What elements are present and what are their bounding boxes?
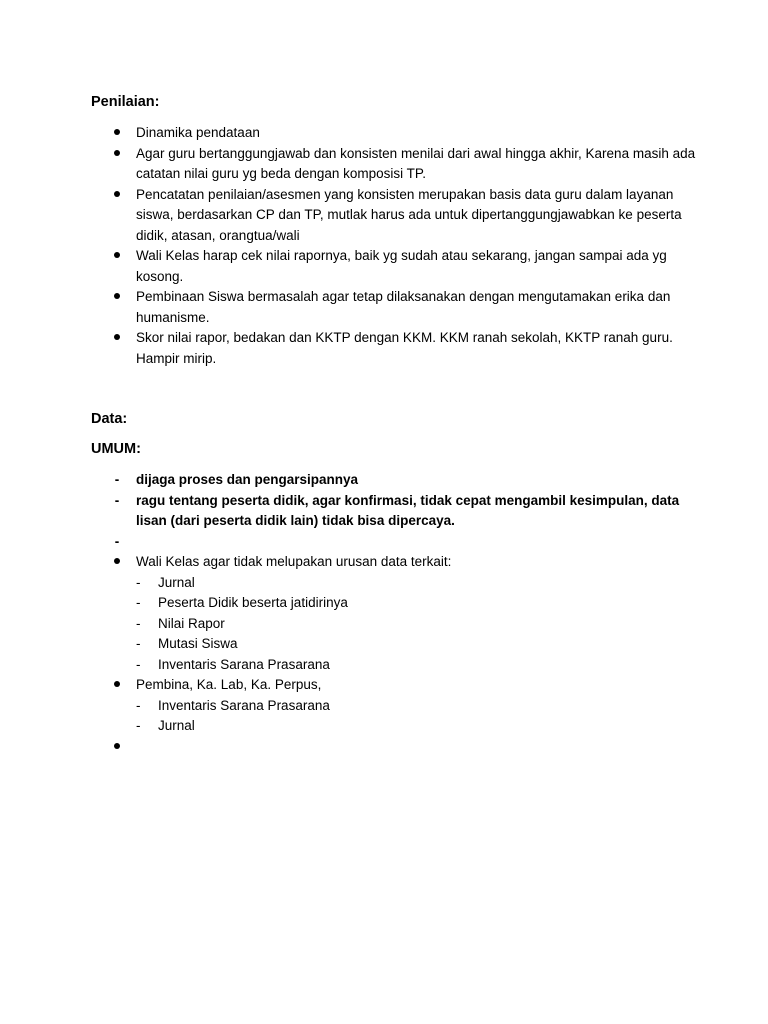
empty-bullet-item bbox=[0, 737, 696, 758]
umum-heading: UMUM: bbox=[91, 441, 141, 457]
pembina-item bbox=[0, 675, 696, 696]
dash-marker: - bbox=[114, 492, 120, 508]
pembina-subitem-text: Jurnal bbox=[158, 718, 195, 733]
pembina-subitem-text: Inventaris Sarana Prasarana bbox=[158, 697, 330, 713]
dash-marker: - bbox=[136, 595, 141, 610]
wali-kelas-item bbox=[0, 552, 696, 573]
penilaian-item-5 bbox=[0, 287, 696, 328]
bullet-icon bbox=[108, 287, 126, 308]
wali-subitem-text: Nilai Rapor bbox=[158, 615, 225, 631]
wali-kelas-label: Wali Kelas agar tidak melupakan urusan data terkait: bbox=[136, 554, 452, 569]
dash-marker: - bbox=[136, 615, 141, 631]
dash-marker: - bbox=[136, 718, 141, 733]
umum-list bbox=[0, 470, 696, 757]
wali-subitem bbox=[0, 614, 696, 635]
penilaian-item-6 bbox=[0, 328, 696, 369]
bullet-icon bbox=[108, 123, 126, 144]
wali-subitem-text: Inventaris Sarana Prasarana bbox=[158, 656, 330, 672]
dash-marker: - bbox=[114, 472, 120, 487]
umum-dash-text: dijaga proses dan pengarsipannya bbox=[136, 472, 359, 487]
umum-dash-item-3 bbox=[0, 532, 696, 553]
wali-subitem bbox=[0, 593, 696, 614]
pembina-subitem bbox=[0, 696, 696, 717]
dash-marker: - bbox=[136, 574, 141, 590]
penilaian-item-2 bbox=[0, 144, 696, 185]
penilaian-heading: Penilaian: bbox=[91, 94, 160, 110]
data-heading: Data: bbox=[91, 411, 128, 427]
penilaian-item-text: Pencatatan penilaian/asesmen yang konsisten merupakan basis data guru dalam layanan siswa, berdasarkan CP dan TP, mutlak harus ada untuk dipertanggungjawabkan ke peserta didik, atasan, orangtua/wali bbox=[136, 186, 682, 243]
dash-marker: - bbox=[136, 656, 141, 672]
wali-subitem bbox=[0, 634, 696, 655]
penilaian-list bbox=[0, 123, 696, 369]
penilaian-item-text: Pembinaan Siswa bermasalah agar tetap dilaksanakan dengan mengutamakan erika dan humanisme. bbox=[136, 289, 671, 325]
bullet-icon bbox=[108, 185, 126, 206]
wali-subitem bbox=[0, 655, 696, 676]
penilaian-item-3 bbox=[0, 185, 696, 247]
dash-marker: - bbox=[114, 533, 120, 549]
umum-dash-item-2 bbox=[0, 491, 696, 532]
umum-dash-item-1 bbox=[0, 470, 696, 491]
bullet-icon bbox=[108, 246, 126, 267]
pembina-subitem bbox=[0, 716, 696, 737]
penilaian-item-text: Skor nilai rapor, bedakan dan KKTP dengan KKM. KKM ranah sekolah, KKTP ranah guru. Hampir mirip. bbox=[136, 330, 673, 366]
dash-marker: - bbox=[136, 697, 141, 713]
bullet-icon bbox=[108, 552, 126, 573]
empty-bullet-text bbox=[136, 739, 140, 754]
penilaian-item-4 bbox=[0, 246, 696, 287]
penilaian-item-1 bbox=[0, 123, 696, 144]
wali-subitem-text: Peserta Didik beserta jatidirinya bbox=[158, 595, 348, 610]
bullet-icon bbox=[108, 328, 126, 349]
dash-marker: - bbox=[136, 636, 141, 651]
penilaian-item-text: Agar guru bertanggungjawab dan konsisten menilai dari awal hingga akhir, Karena masih ada catatan nilai guru yg beda dengan komposisi TP. bbox=[136, 145, 696, 181]
bullet-icon bbox=[108, 737, 126, 758]
umum-dash-text bbox=[136, 534, 140, 549]
pembina-label: Pembina, Ka. Lab, Ka. Perpus, bbox=[136, 677, 322, 692]
bullet-icon bbox=[108, 144, 126, 165]
wali-subitem-text: Mutasi Siswa bbox=[158, 636, 238, 651]
wali-subitem-text: Jurnal bbox=[158, 574, 195, 590]
penilaian-item-text: Wali Kelas harap cek nilai rapornya, baik yg sudah atau sekarang, jangan sampai ada yg kosong. bbox=[136, 248, 667, 284]
bullet-icon bbox=[108, 675, 126, 696]
umum-dash-text: ragu tentang peserta didik, agar konfirmasi, tidak cepat mengambil kesimpulan, data lisan (dari peserta didik lain) tidak bisa dipercaya. bbox=[136, 492, 680, 528]
wali-subitem bbox=[0, 573, 696, 594]
penilaian-item-text: Dinamika pendataan bbox=[136, 125, 260, 140]
